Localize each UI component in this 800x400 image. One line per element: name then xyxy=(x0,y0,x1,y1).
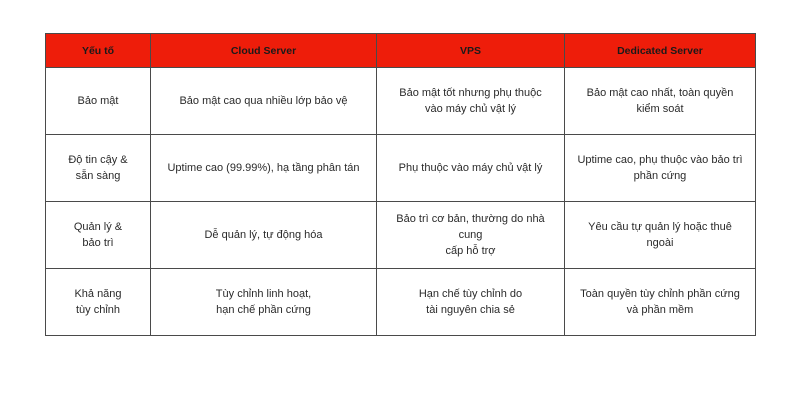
cell-dedicated-server xyxy=(565,135,756,202)
cell-text: Bảo mật cao qua nhiều lớp bảo vệ xyxy=(179,95,348,107)
comparison-table xyxy=(45,33,756,336)
cell-text: Bảo mật tốt nhưng phụ thuộc vào máy chủ vật lý xyxy=(399,87,542,115)
cell-text: Phụ thuộc vào máy chủ vật lý xyxy=(398,162,543,174)
comparison-table-container xyxy=(45,33,755,336)
header-dedicated-server: Dedicated Server xyxy=(565,34,756,68)
cell-text: Hạn chế tùy chỉnh do tài nguyên chia sẻ xyxy=(418,288,523,316)
cell-text: Khả năng tùy chỉnh xyxy=(74,288,122,316)
cell-vps xyxy=(377,135,565,202)
cell-cloud-server xyxy=(151,68,377,135)
cell-text: Bảo mật cao nhất, toàn quyền kiểm soát xyxy=(586,87,734,115)
header-cloud-server: Cloud Server xyxy=(151,34,377,68)
cell-factor xyxy=(46,68,151,135)
cell-factor xyxy=(46,269,151,336)
cell-text: Yêu cầu tự quản lý hoặc thuê ngoài xyxy=(588,221,732,249)
cell-text: Uptime cao (99.99%), hạ tầng phân tán xyxy=(167,162,360,174)
cell-dedicated-server xyxy=(565,68,756,135)
cell-text: Uptime cao, phụ thuộc vào bảo trì phần cứng xyxy=(577,154,743,182)
cell-vps xyxy=(377,269,565,336)
cell-cloud-server xyxy=(151,135,377,202)
table-row-management xyxy=(46,202,756,269)
cell-dedicated-server xyxy=(565,202,756,269)
table-row-customization xyxy=(46,269,756,336)
cell-factor xyxy=(46,135,151,202)
cell-vps xyxy=(377,202,565,269)
cell-dedicated-server xyxy=(565,269,756,336)
cell-text: Quản lý & bảo trì xyxy=(73,221,123,249)
cell-text: Độ tin cậy & sẵn sàng xyxy=(68,154,128,182)
cell-text: Tùy chỉnh linh hoạt, hạn chế phần cứng xyxy=(215,288,312,316)
cell-cloud-server xyxy=(151,269,377,336)
table-row-reliability xyxy=(46,135,756,202)
table-row-security xyxy=(46,68,756,135)
cell-cloud-server xyxy=(151,202,377,269)
cell-text: Toàn quyền tùy chỉnh phần cứng và phần mềm xyxy=(580,288,740,316)
cell-factor xyxy=(46,202,151,269)
cell-text: Bảo trì cơ bản, thường do nhà cung cấp hỗ trợ xyxy=(396,213,545,257)
cell-text: Bảo mật xyxy=(77,95,119,107)
table-header-row xyxy=(46,34,756,68)
header-factor: Yếu tố xyxy=(46,34,151,68)
header-vps: VPS xyxy=(377,34,565,68)
cell-vps xyxy=(377,68,565,135)
cell-text: Dễ quản lý, tự động hóa xyxy=(204,229,323,241)
